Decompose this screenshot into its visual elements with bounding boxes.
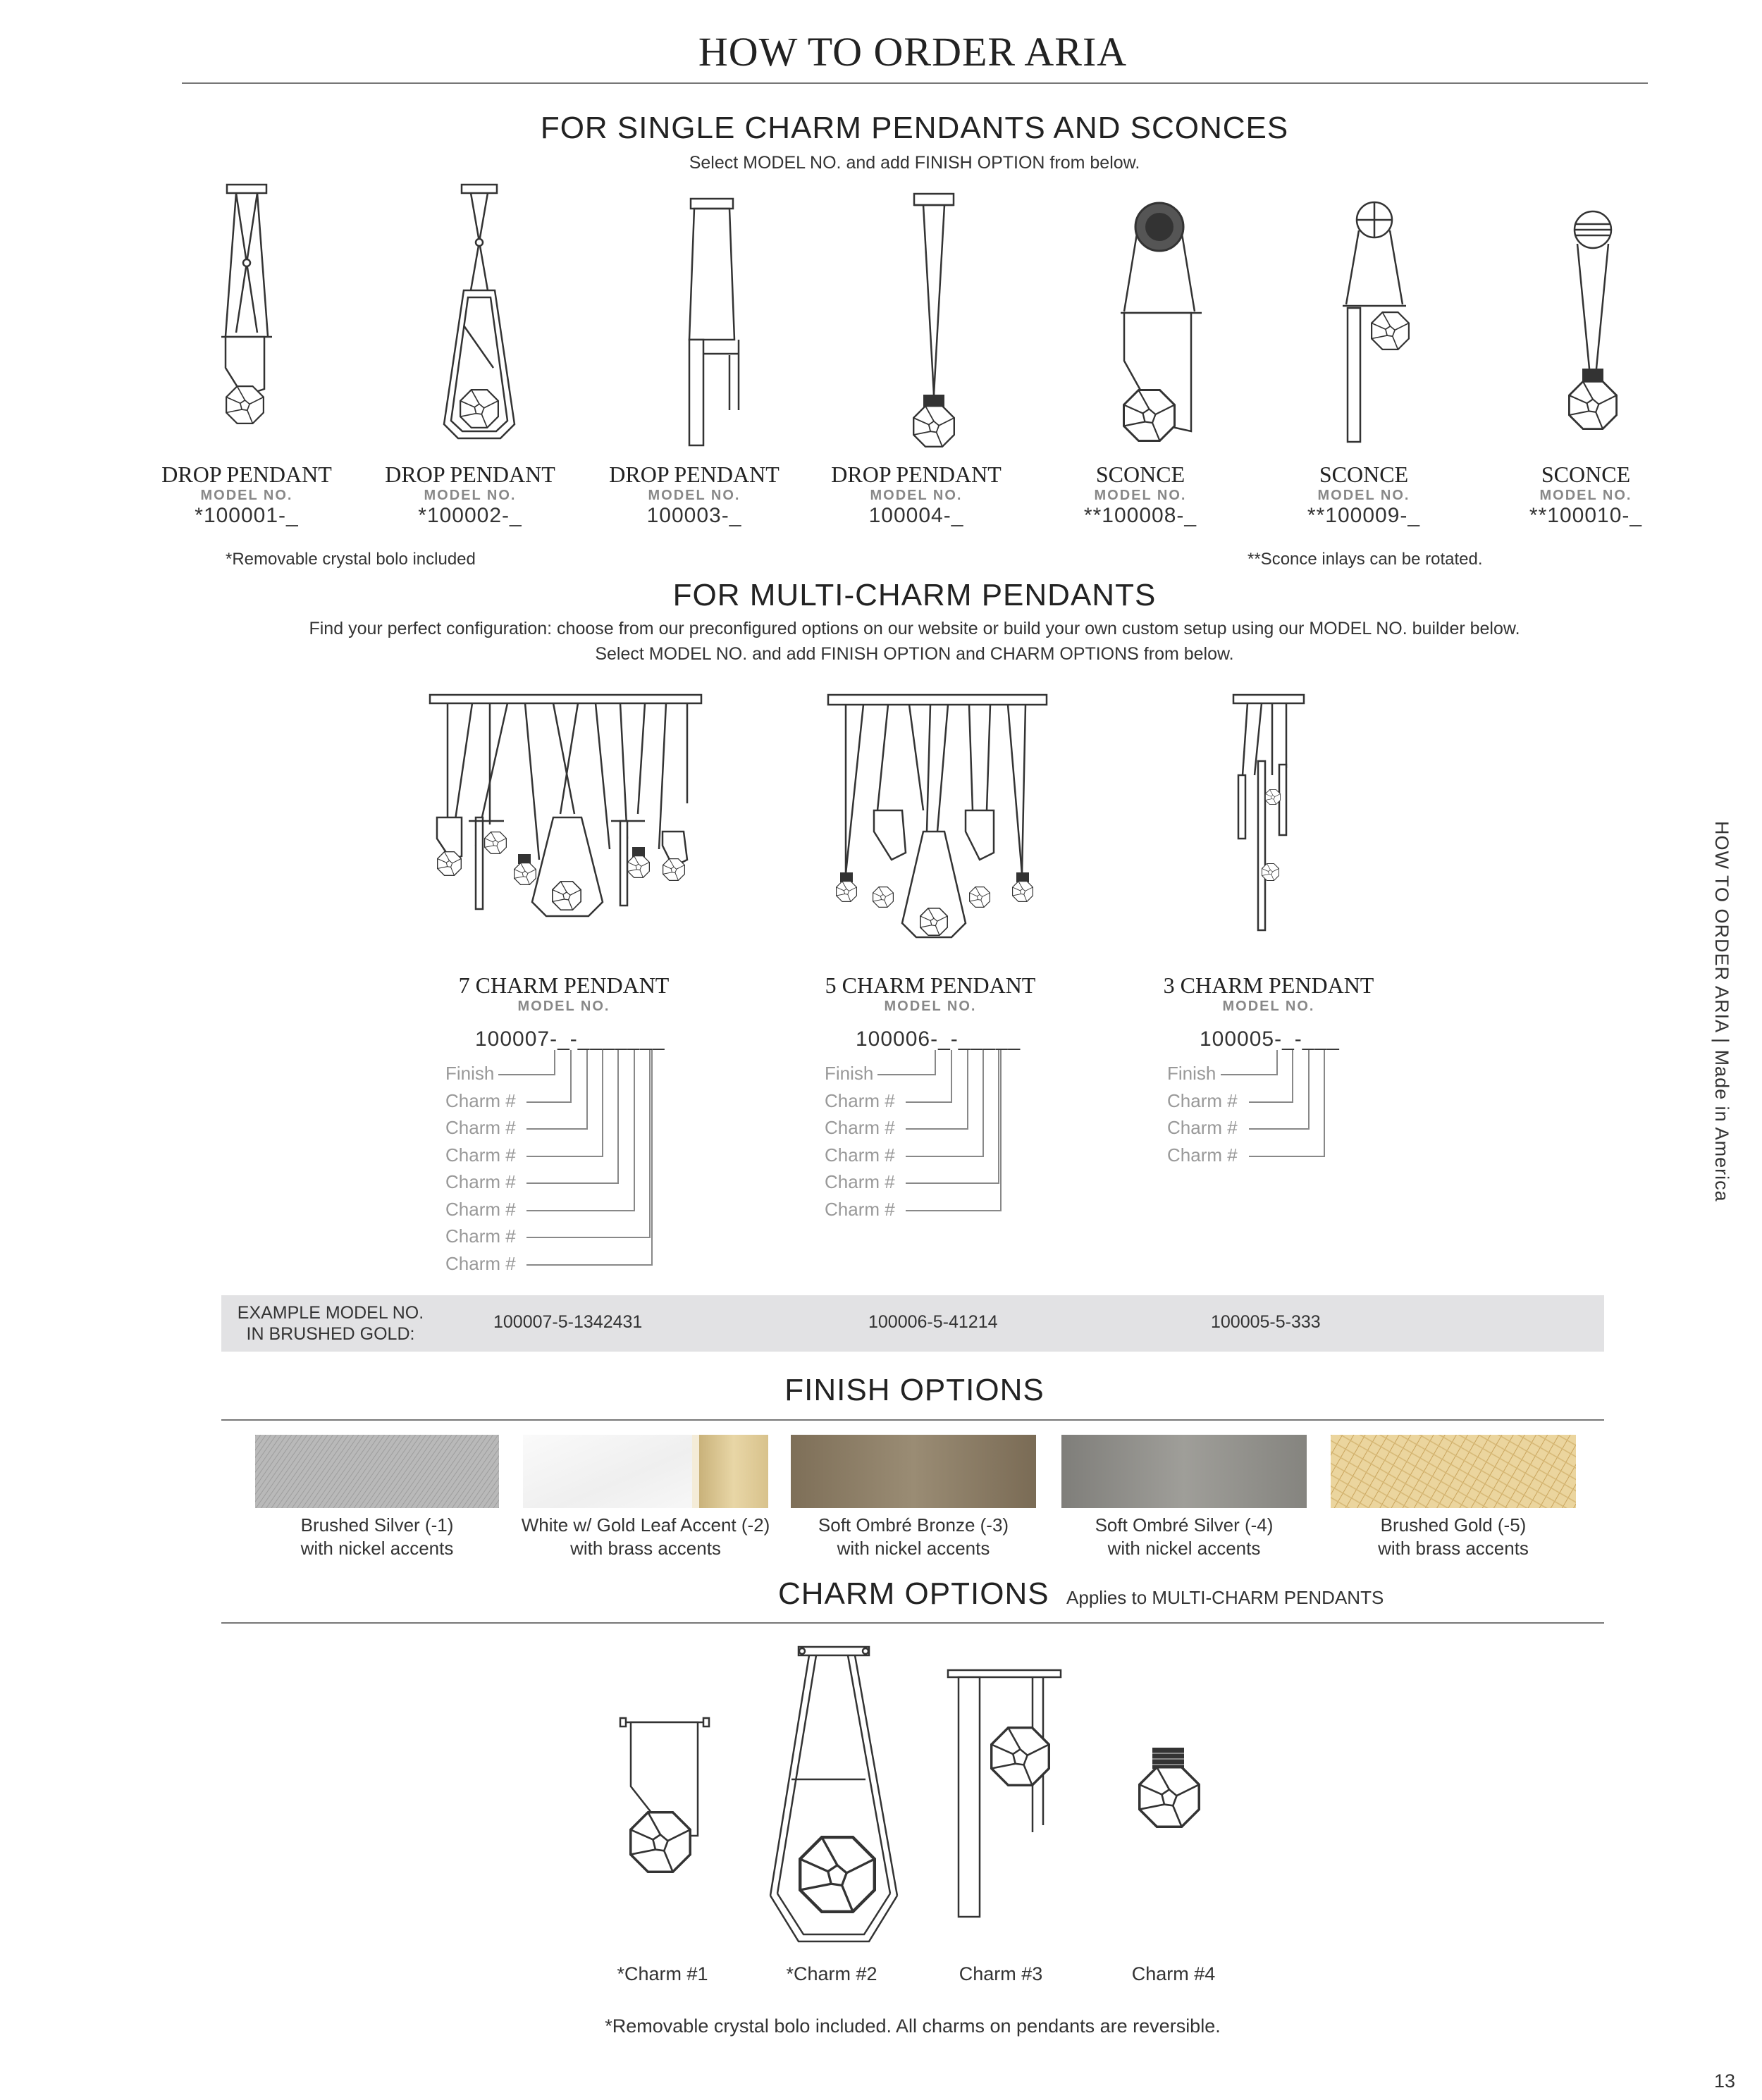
swatch-brushed-silver [255, 1435, 499, 1508]
charm-option-2: *Charm #2 [786, 1963, 877, 1984]
builder-row-finish: Finish [445, 1063, 495, 1084]
product-name: DROP PENDANT [609, 462, 780, 487]
builder-5-connector-lines [870, 1050, 1011, 1226]
builder-row-charm: Charm # [445, 1225, 516, 1247]
builder-row-charm: Charm # [1167, 1144, 1238, 1166]
single-product-5 [1035, 462, 1246, 528]
finish-name: Soft Ombré Bronze (-3) [818, 1514, 1009, 1536]
charm-section-header [778, 1576, 1384, 1612]
model-number: **100008-_ [1083, 504, 1197, 527]
multi-section-subtitle-1: Find your perfect configuration: choose from our preconfigured options on our website or build your own custom setup using our MODEL NO. builder below. [309, 619, 1520, 638]
builder-row-finish: Finish [825, 1063, 874, 1084]
single-product-3 [589, 462, 800, 528]
finish-option-3 [772, 1514, 1054, 1560]
finish-divider [221, 1419, 1604, 1421]
multi-section-subtitle-2: Select MODEL NO. and add FINISH OPTION and CHARM OPTIONS from below. [595, 644, 1234, 664]
product-name: DROP PENDANT [385, 462, 555, 487]
drop-pendant-4-illustration [892, 194, 976, 455]
builder-row-charm: Charm # [1167, 1089, 1238, 1111]
builder-row-charm: Charm # [825, 1144, 895, 1166]
finish-accent: with nickel accents [300, 1538, 454, 1559]
builder-row-charm: Charm # [445, 1171, 516, 1192]
model-number: 100003-_ [646, 504, 742, 527]
finish-option-4 [1043, 1514, 1325, 1560]
single-product-7 [1480, 462, 1692, 528]
charm-3-illustration [944, 1670, 1064, 1924]
model-number: **100010-_ [1529, 504, 1643, 527]
model-number-3-charm: 100005-_-___ [1200, 1027, 1340, 1051]
charm-2-illustration [767, 1645, 901, 1956]
builder-row-charm: Charm # [445, 1089, 516, 1111]
side-label [1704, 821, 1732, 1202]
product-name: SCONCE [1319, 462, 1409, 487]
builder-row-charm: Charm # [1167, 1117, 1238, 1138]
side-label-text: HOW TO ORDER ARIA | Made in America [1711, 821, 1732, 1202]
finish-accent: with brass accents [570, 1538, 721, 1559]
finish-accent: with nickel accents [1107, 1538, 1261, 1559]
model-label: MODEL NO. [424, 488, 517, 503]
model-number-5-charm: 100006-_-_____ [856, 1027, 1021, 1051]
builder-row-charm: Charm # [445, 1252, 516, 1274]
single-product-4 [811, 462, 1022, 528]
swatch-soft-ombre-silver [1061, 1435, 1307, 1508]
swatch-soft-ombre-bronze [791, 1435, 1036, 1508]
finish-name: Soft Ombré Silver (-4) [1095, 1514, 1274, 1536]
model-number: 100004-_ [868, 504, 964, 527]
builder-row-charm: Charm # [825, 1198, 895, 1220]
example-label [235, 1302, 426, 1345]
sconce-3-illustration [1558, 210, 1649, 450]
product-name: 7 CHARM PENDANT [458, 972, 670, 998]
sconce-1-illustration [1117, 199, 1209, 452]
builder-row-charm: Charm # [445, 1144, 516, 1166]
product-name: SCONCE [1095, 462, 1185, 487]
finish-name: White w/ Gold Leaf Accent (-2) [521, 1514, 770, 1536]
page-number: 13 [1714, 2070, 1736, 2092]
finish-accent: with nickel accents [837, 1538, 990, 1559]
finish-option-5 [1312, 1514, 1594, 1560]
charm-option-4: Charm #4 [1131, 1963, 1216, 1984]
charm-footnote: *Removable crystal bolo included. All charms on pendants are reversible. [605, 2015, 1221, 2037]
finish-option-1 [236, 1514, 518, 1560]
example-label-line-1: EXAMPLE MODEL NO. [237, 1303, 424, 1323]
multi-section-title: FOR MULTI-CHARM PENDANTS [672, 578, 1157, 612]
example-model-5-charm: 100006-5-41214 [868, 1312, 998, 1332]
example-model-3-charm: 100005-5-333 [1211, 1312, 1321, 1332]
drop-pendant-3-illustration [670, 199, 754, 452]
charm-section-title: CHARM OPTIONS [778, 1576, 1049, 1611]
builder-row-charm: Charm # [445, 1198, 516, 1220]
charm-option-1: *Charm #1 [617, 1963, 708, 1984]
drop-pendant-1-illustration [204, 185, 289, 452]
model-label: MODEL NO. [517, 999, 610, 1014]
product-name: 3 CHARM PENDANT [1163, 972, 1374, 998]
model-number: *100001-_ [195, 504, 299, 527]
builder-row-charm: Charm # [825, 1171, 895, 1192]
page-title: HOW TO ORDER ARIA [698, 29, 1128, 75]
five-charm-pendant-illustration [825, 691, 1050, 951]
model-label: MODEL NO. [1094, 488, 1187, 503]
product-name: DROP PENDANT [161, 462, 332, 487]
charm-section-subtitle: Applies to MULTI-CHARM PENDANTS [1066, 1587, 1384, 1608]
note-sconce-inlays: **Sconce inlays can be rotated. [1247, 550, 1483, 569]
example-label-line-2: IN BRUSHED GOLD: [246, 1324, 415, 1344]
single-product-1 [141, 462, 352, 528]
model-label: MODEL NO. [1317, 488, 1410, 503]
builder-row-charm: Charm # [445, 1117, 516, 1138]
drop-pendant-2-illustration [437, 185, 522, 452]
builder-3-connector-lines [1214, 1050, 1333, 1177]
single-product-6 [1258, 462, 1470, 528]
product-name: DROP PENDANT [831, 462, 1002, 487]
three-charm-pendant-illustration [1230, 691, 1307, 944]
note-removable-bolo: *Removable crystal bolo included [226, 550, 476, 569]
finish-option-2 [505, 1514, 787, 1560]
finish-name: Brushed Silver (-1) [300, 1514, 454, 1536]
seven-charm-pendant-illustration [426, 691, 708, 937]
model-label: MODEL NO. [870, 488, 963, 503]
example-model-bar [221, 1295, 1604, 1352]
product-name: 5 CHARM PENDANT [825, 972, 1036, 998]
single-section-title: FOR SINGLE CHARM PENDANTS AND SCONCES [540, 111, 1289, 145]
model-label: MODEL NO. [648, 488, 741, 503]
multi-product-7 [430, 972, 698, 1015]
header-divider [182, 82, 1648, 84]
product-name: SCONCE [1541, 462, 1631, 487]
model-label: MODEL NO. [200, 488, 293, 503]
model-number: *100002-_ [418, 504, 522, 527]
finish-accent: with brass accents [1378, 1538, 1529, 1559]
charm-divider [221, 1622, 1604, 1624]
builder-row-charm: Charm # [825, 1089, 895, 1111]
builder-7-connector-lines [490, 1050, 666, 1283]
charm-1-illustration [617, 1716, 715, 1878]
sconce-2-illustration [1339, 199, 1431, 452]
model-number: **100009-_ [1307, 504, 1421, 527]
builder-row-charm: Charm # [825, 1117, 895, 1138]
example-model-7-charm: 100007-5-1342431 [493, 1312, 643, 1332]
model-label: MODEL NO. [1539, 488, 1632, 503]
finish-name: Brushed Gold (-5) [1380, 1514, 1527, 1536]
charm-option-3: Charm #3 [959, 1963, 1043, 1984]
multi-product-5 [796, 972, 1064, 1015]
finish-section-title: FINISH OPTIONS [784, 1373, 1045, 1407]
charm-4-illustration [1135, 1748, 1205, 1839]
swatch-brushed-gold [1331, 1435, 1576, 1508]
swatch-white-gold-leaf [523, 1435, 768, 1508]
multi-product-3 [1135, 972, 1403, 1015]
model-label: MODEL NO. [1222, 999, 1315, 1014]
model-number-7-charm: 100007-_-_______ [475, 1027, 665, 1051]
single-product-2 [364, 462, 576, 528]
single-section-subtitle: Select MODEL NO. and add FINISH OPTION from below. [689, 153, 1140, 173]
model-label: MODEL NO. [884, 999, 977, 1014]
builder-row-finish: Finish [1167, 1063, 1216, 1084]
